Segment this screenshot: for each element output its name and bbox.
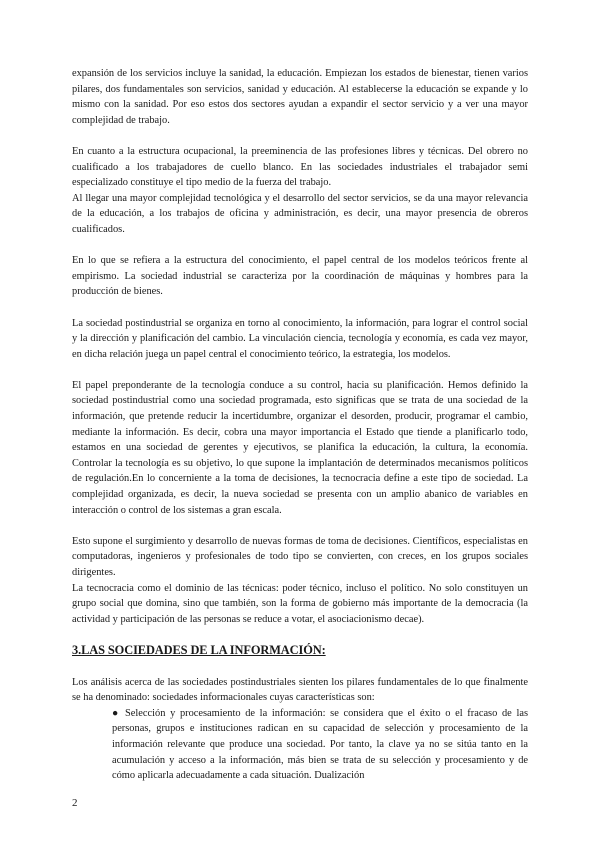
page-content — [72, 66, 528, 784]
paragraph-services: expansión de los servicios incluye la sanidad, la educación. Empiezan los estados de bienestar, tienen varios pilares, dos fundamentales son servicios, sanidad y educación. Al establecerse la educación se expande y lo mismo con la sanidad. Por eso estos dos sectores ayudan a expandir el sector servicio y a ver una mayor complejidad de trabajo. — [72, 68, 528, 126]
list-item-bullet: ● Selección y procesamiento de la información: se considera que el éxito o el fracaso de las personas, grupos e instituciones radican en su capacidad de selección y procesamiento de la información relevante que produce una sociedad. Por tanto, la clave ya no se sitúa tanto en la acumulación y acceso a la información, más bien se trata de su selección y procesamiento y de cómo aplicarla adecuadamente a cada situación. Dualización — [112, 707, 528, 782]
paragraph-decision-making: Esto supone el surgimiento y desarrollo de nuevas formas de toma de decisiones. Científicos, especialistas en computadoras, ingenieros y profesionales de todo tipo se convierten, con creces, en los grupos sociales dirigentes. — [72, 535, 528, 578]
paragraph-technocracy: La tecnocracia como el dominio de las técnicas: poder técnico, incluso el político. No solo constituyen un grupo social que domina, sino que también, son la forma de gobierno más importante de la democracia (la actividad y participación de las personas se reduce a votar, el asociacionismo decae). — [72, 582, 528, 625]
page-number: 2 — [72, 797, 78, 809]
paragraph-intro: Los análisis acerca de las sociedades postindustriales sienten los pilares fundamentales de lo que finalmente se ha denominado: sociedades informacionales cuyas características son: — [72, 676, 528, 704]
paragraph-occupational-structure: En cuanto a la estructura ocupacional, la preeminencia de las profesiones libres y técnicas. Del obrero no cualificado a los trabajadores de cuello blanco. En las sociedades industriales el trabajador semi especializado constituye el tipo medio de la fuerza del trabajo. — [72, 145, 528, 189]
paragraph-technology-role: El papel preponderante de la tecnología conduce a su control, hacia su planificación. Hemos definido la sociedad postindustrial como una sociedad programada, esto significas que se trata de una sociedad de la información, que pretende reducir la incertidumbre, organizar el desorden, producir, programar el cambio, mediante la información. Es decir, cobra una mayor importancia el Estado que tiende a planificarlo todo, estamos en una sociedad de gerentes y ejecutivos, se planifica la educación, la cultura, la economía. Controlar la tecnología es su objetivo, lo que supone la implantación de determinados mecanismos políticos de regulación.En lo concerniente a la toma de decisiones, la tecnocracia define a este tipo de sociedad. La complejidad organizada, es decir, la nueva sociedad se presenta con un amplio abanico de variables en interacción o control de los sistemas a gran escala. — [72, 379, 528, 516]
section-heading: 3.LAS SOCIEDADES DE LA INFORMACIÓN: — [72, 642, 326, 657]
paragraph-knowledge-structure: En lo que se refiera a la estructura del conocimiento, el papel central de los modelos teóricos frente al empirismo. La sociedad industrial se caracteriza por la coordinación de máquinas y hombres para la producción de bienes. — [72, 255, 528, 298]
paragraph-postindustrial-society: La sociedad postindustrial se organiza en torno al conocimiento, la información, para lograr el control social y la dirección y planificación del cambio. La vinculación ciencia, tecnología y economía, es cada vez mayor, en dicha relación juega un papel central el conocimiento teórico, la estrategia, los modelos. — [72, 317, 528, 360]
paragraph-technological-complexity: Al llegar una mayor complejidad tecnológica y el desarrollo del sector servicios, se da una mayor relevancia de la educación, a los trabajos de oficina y administración, es decir, una mayor presencia de obreros cualificados. — [72, 192, 528, 235]
